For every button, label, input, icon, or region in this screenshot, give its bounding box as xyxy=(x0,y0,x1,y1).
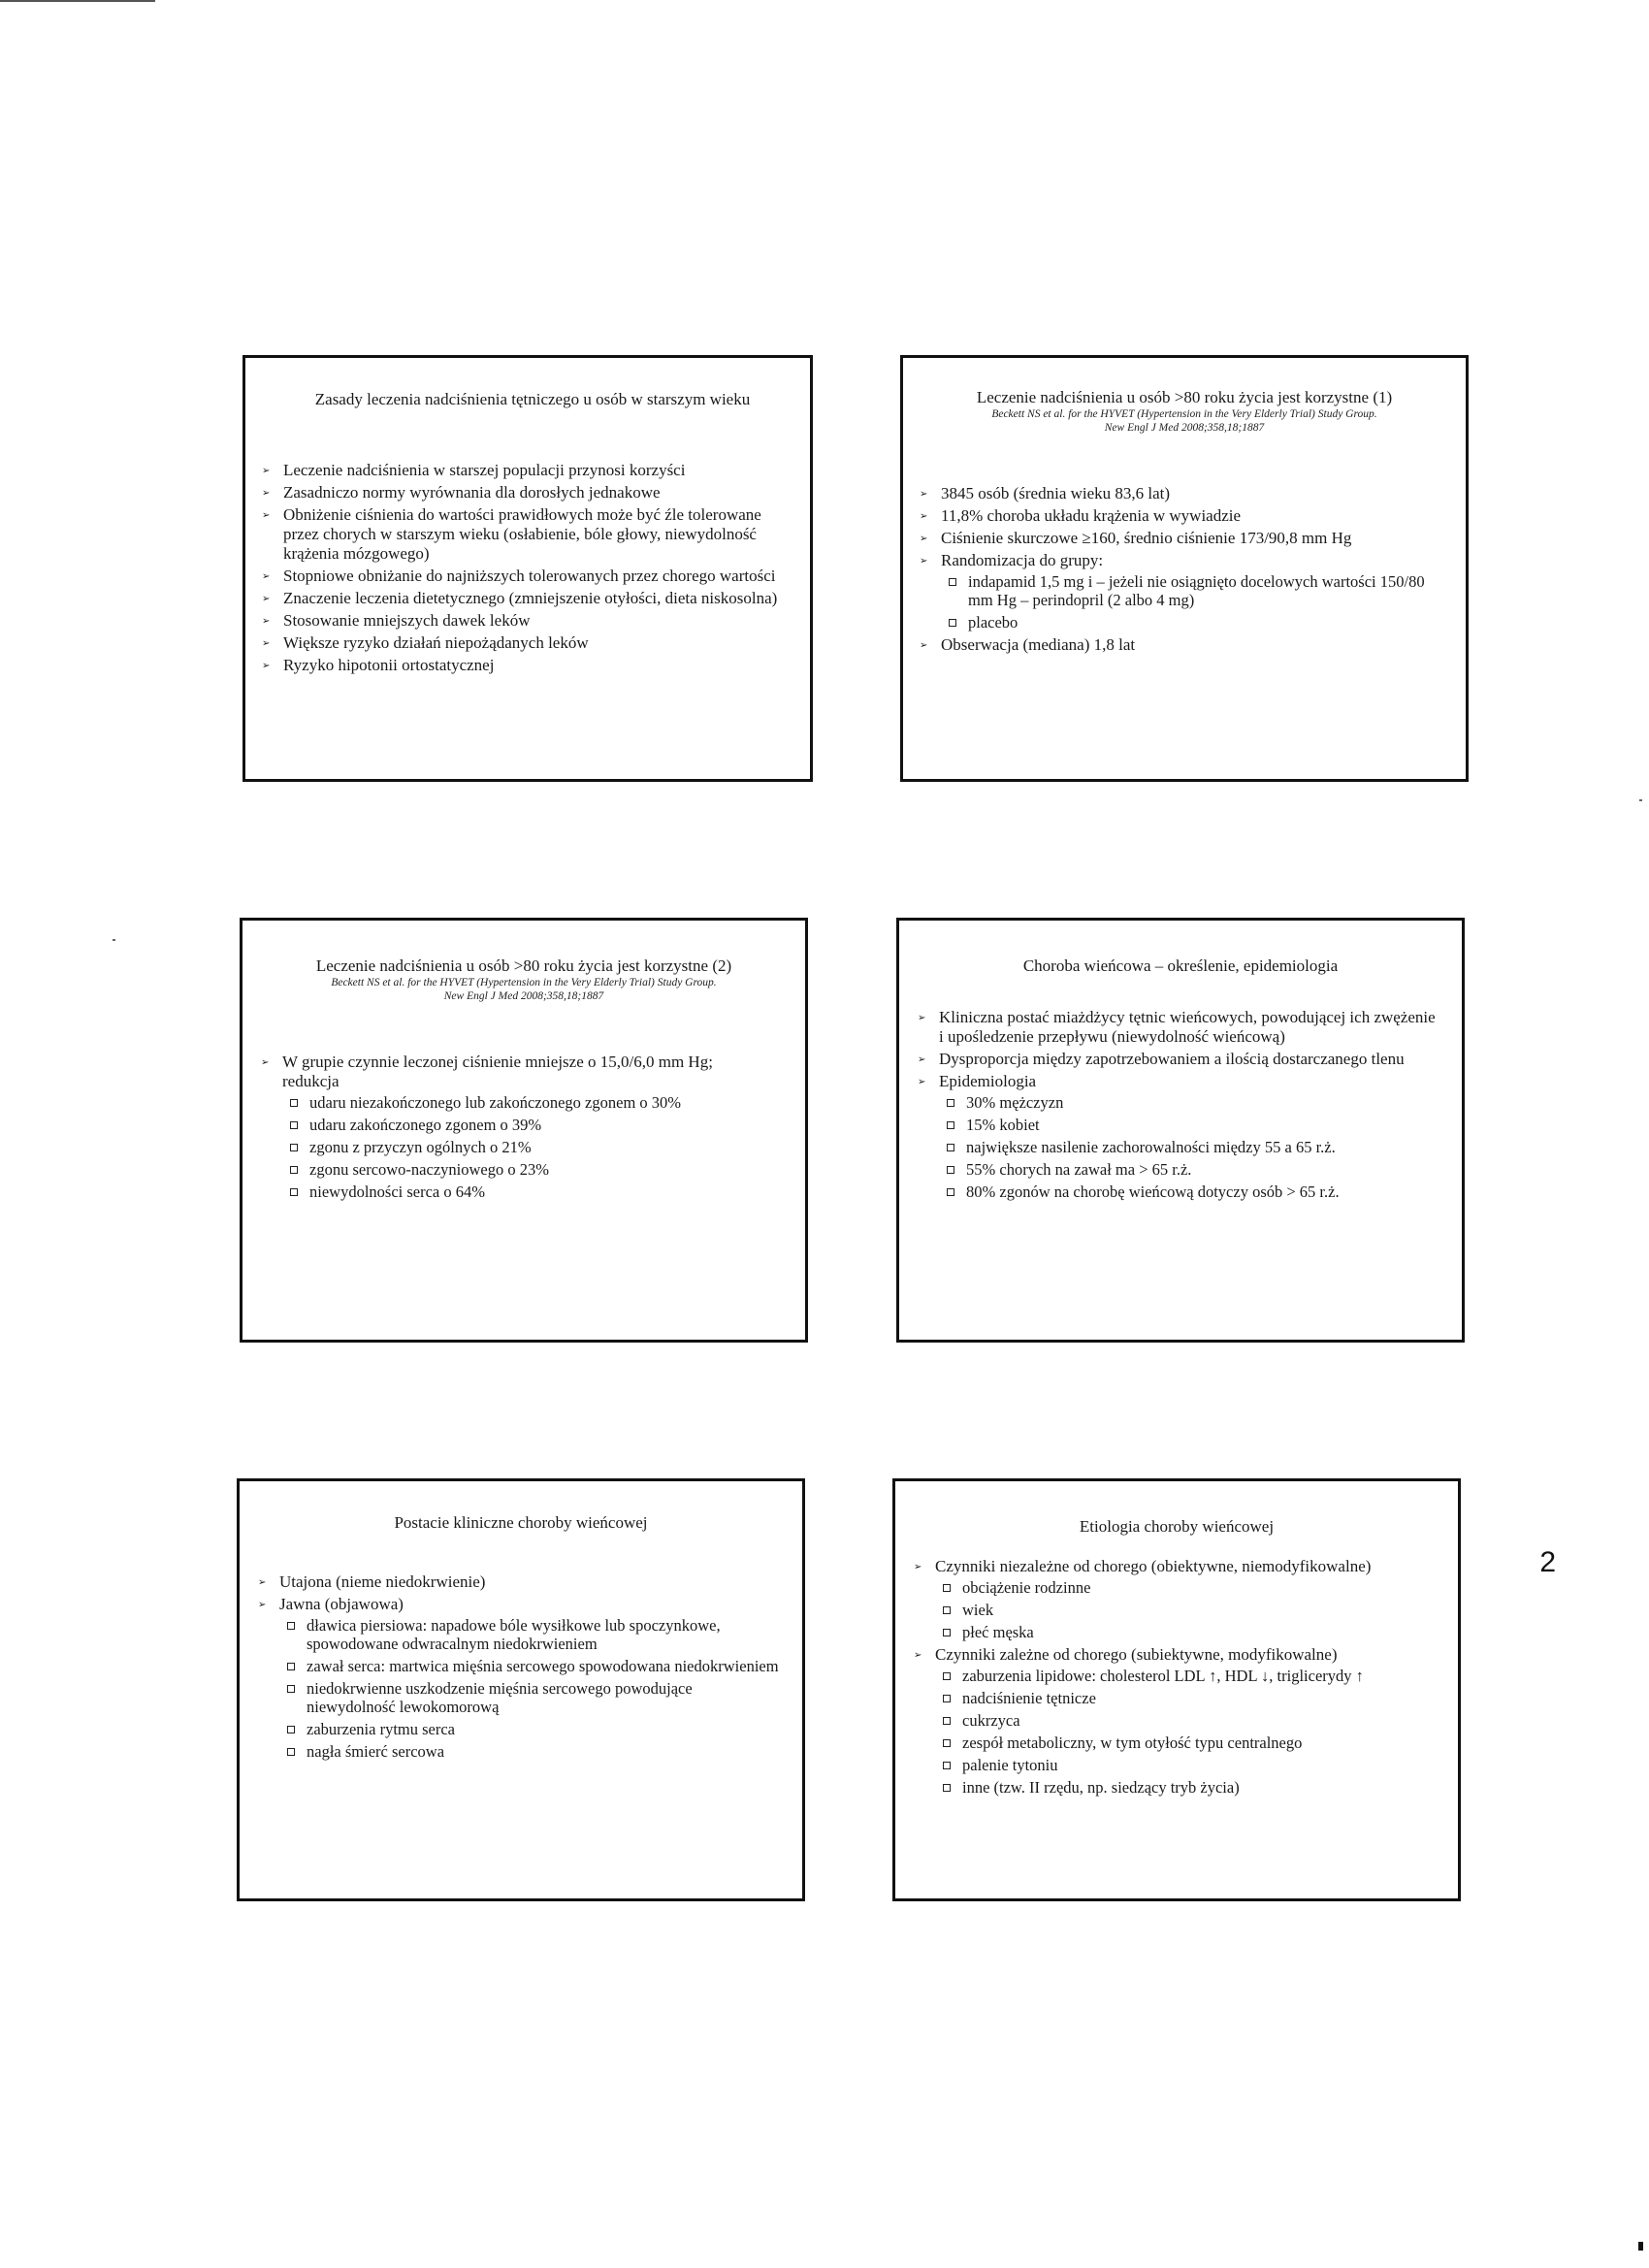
list-item: ➢ Kliniczna postać miażdżycy tętnic wieńcowych, powodującej ich zwężenie i upośledzenie przepływu (niewydolność wieńcową) xyxy=(909,1008,1437,1047)
sub-list-item: niewydolności serca o 64% xyxy=(282,1183,757,1201)
sub-list-item: wiek xyxy=(935,1601,1439,1619)
list-item: ➢ W grupie czynnie leczonej ciśnienie mniejsze o 15,0/6,0 mm Hg; redukcja udaru niezakończonego lub zakończonego zgonem o 30% udaru zakończonego zgonem o 39% zgonu z przyczyn ogólnych o 21% zgonu sercowo-naczyniowego o 23% niewydolności serca o 64% xyxy=(252,1053,757,1201)
sub-list-item: zawał serca: martwica mięśnia sercowego spowodowana niedokrwieniem xyxy=(279,1657,783,1675)
list-item: ➢ Czynniki zależne od chorego (subiektywne, modyfikowalne) zaburzenia lipidowe: cholesterol LDL ↑, HDL ↓, triglicerydy ↑ nadciśnienie tętnicze cukrzyca zespół metaboliczny, w tym otyłość typu centralnego palenie tytoniu inne (tzw. II rzędu, np. siedzący tryb życia) xyxy=(905,1645,1439,1797)
list-item: ➢ 11,8% choroba układu krążenia w wywiadzie xyxy=(911,506,1440,526)
sub-list-item: 30% mężczyzn xyxy=(939,1093,1437,1112)
scan-speck xyxy=(1639,799,1642,801)
sub-list-item: zaburzenia lipidowe: cholesterol LDL ↑, HDL ↓, triglicerydy ↑ xyxy=(935,1667,1439,1685)
sub-list xyxy=(939,1093,1437,1201)
sub-list-item: największe nasilenie zachorowalności między 55 a 65 r.ż. xyxy=(939,1138,1437,1156)
sub-list xyxy=(282,1093,757,1201)
list-item: ➢ Znaczenie leczenia dietetycznego (zmniejszenie otyłości, dieta niskosolna) xyxy=(253,589,789,608)
sub-list-item: indapamid 1,5 mg i – jeżeli nie osiągnięto docelowych wartości 150/80 mm Hg – perindopril (2 albo 4 mg) xyxy=(941,572,1440,609)
list-item: ➢ 3845 osób (średnia wieku 83,6 lat) xyxy=(911,484,1440,503)
sub-list-item: nagła śmierć sercowa xyxy=(279,1742,783,1761)
sub-list xyxy=(279,1616,783,1761)
sub-list-item: nadciśnienie tętnicze xyxy=(935,1689,1439,1707)
slide-bullet-list xyxy=(253,461,789,675)
list-item: ➢ Zasadniczo normy wyrównania dla dorosłych jednakowe xyxy=(253,483,789,502)
slide-reference: New Engl J Med 2008;358,18;1887 xyxy=(1104,422,1265,434)
sub-list-item: udaru niezakończonego lub zakończonego zgonem o 30% xyxy=(282,1093,757,1112)
sub-list-item: zespół metaboliczny, w tym otyłość typu centralnego xyxy=(935,1733,1439,1752)
list-item: ➢ Epidemiologia 30% mężczyzn 15% kobiet największe nasilenie zachorowalności między 55 a 65 r.ż. 55% chorych na zawał ma > 65 r.ż. 80% zgonów na chorobę wieńcową dotyczy osób > 65 r.ż. xyxy=(909,1072,1437,1201)
slide-1 xyxy=(242,355,813,782)
sub-list-item: placebo xyxy=(941,613,1440,632)
list-item: ➢ Ciśnienie skurczowe ≥160, średnio ciśnienie 173/90,8 mm Hg xyxy=(911,529,1440,548)
list-item: ➢ Obniżenie ciśnienia do wartości prawidłowych może być źle tolerowane przez chorych w starszym wieku (osłabienie, bóle głowy, niewydolność krążenia mózgowego) xyxy=(253,505,789,564)
list-item: ➢ Dysproporcja między zapotrzebowaniem a ilością dostarczanego tlenu xyxy=(909,1050,1437,1069)
slide-reference: New Engl J Med 2008;358,18;1887 xyxy=(443,990,604,1002)
slide-reference: Beckett NS et al. for the HYVET (Hypertension in the Very Elderly Trial) Study Group. xyxy=(991,408,1377,420)
sub-list-item: zaburzenia rytmu serca xyxy=(279,1720,783,1738)
slide-title: Postacie kliniczne choroby wieńcowej xyxy=(394,1513,648,1532)
slide-bullet-list xyxy=(905,1557,1439,1797)
sub-list-item: 15% kobiet xyxy=(939,1116,1437,1134)
sub-list-item: 80% zgonów na chorobę wieńcową dotyczy osób > 65 r.ż. xyxy=(939,1183,1437,1201)
list-item: ➢ Ryzyko hipotonii ortostatycznej xyxy=(253,656,789,675)
slide-title: Leczenie nadciśnienia u osób >80 roku życia jest korzystne (2) xyxy=(315,956,732,975)
sub-list-item: cukrzyca xyxy=(935,1711,1439,1730)
slide-4 xyxy=(896,918,1465,1343)
slide-title: Choroba wieńcowa – określenie, epidemiologia xyxy=(1022,956,1339,975)
list-item: ➢ Większe ryzyko działań niepożądanych leków xyxy=(253,633,789,653)
slide-bullet-list xyxy=(911,484,1440,655)
slide-5 xyxy=(237,1478,805,1901)
sub-list-item: udaru zakończonego zgonem o 39% xyxy=(282,1116,757,1134)
sub-list xyxy=(935,1667,1439,1797)
sub-list xyxy=(941,572,1440,632)
sub-list-item: zgonu sercowo-naczyniowego o 23% xyxy=(282,1160,757,1179)
sub-list-item: dławica piersiowa: napadowe bóle wysiłkowe lub spoczynkowe, spowodowane odwracalnym niedokrwieniem xyxy=(279,1616,783,1653)
sub-list-item: płeć męska xyxy=(935,1623,1439,1641)
slide-2 xyxy=(900,355,1469,782)
sub-list-item: niedokrwienne uszkodzenie mięśnia sercowego powodujące niewydolność lewokomorową xyxy=(279,1679,783,1716)
scan-speck xyxy=(113,939,115,941)
list-item: ➢ Czynniki niezależne od chorego (obiektywne, niemodyfikowalne) obciążenie rodzinne wiek płeć męska xyxy=(905,1557,1439,1641)
list-item: ➢ Randomizacja do grupy: indapamid 1,5 mg i – jeżeli nie osiągnięto docelowych wartości 150/80 mm Hg – perindopril (2 albo 4 mg) placebo xyxy=(911,551,1440,632)
sub-list-item: obciążenie rodzinne xyxy=(935,1578,1439,1597)
slide-6 xyxy=(892,1478,1461,1901)
sub-list-item: zgonu z przyczyn ogólnych o 21% xyxy=(282,1138,757,1156)
page-number: 2 xyxy=(1539,1546,1556,1578)
list-item: ➢ Stosowanie mniejszych dawek leków xyxy=(253,611,789,631)
sub-list-item: inne (tzw. II rzędu, np. siedzący tryb życia) xyxy=(935,1778,1439,1797)
scan-edge-line xyxy=(0,0,155,2)
slide-title: Leczenie nadciśnienia u osób >80 roku życia jest korzystne (1) xyxy=(976,388,1393,406)
slide-bullet-list xyxy=(249,1572,783,1761)
slide-title: Etiologia choroby wieńcowej xyxy=(1079,1517,1275,1536)
slide-reference: Beckett NS et al. for the HYVET (Hypertension in the Very Elderly Trial) Study Group. xyxy=(331,977,717,988)
scan-edge-mark xyxy=(1638,2242,1643,2251)
slide-title: Zasady leczenia nadciśnienia tętniczego u osób w starszym wieku xyxy=(314,390,751,408)
list-item: ➢ Obserwacja (mediana) 1,8 lat xyxy=(911,635,1440,655)
slide-bullet-list xyxy=(909,1008,1437,1201)
sub-list-item: palenie tytoniu xyxy=(935,1756,1439,1774)
slide-3 xyxy=(240,918,808,1343)
list-item: ➢ Jawna (objawowa) dławica piersiowa: napadowe bóle wysiłkowe lub spoczynkowe, spowodowane odwracalnym niedokrwieniem zawał serca: martwica mięśnia sercowego spowodowana niedokrwieniem niedokrwienne uszkodzenie mięśnia sercowego powodujące niewydolność lewokomorową zaburzenia rytmu serca nagła śmierć sercowa xyxy=(249,1595,783,1761)
sub-list-item: 55% chorych na zawał ma > 65 r.ż. xyxy=(939,1160,1437,1179)
slide-bullet-list xyxy=(252,1053,757,1201)
sub-list xyxy=(935,1578,1439,1641)
list-item: ➢ Utajona (nieme niedokrwienie) xyxy=(249,1572,783,1592)
list-item: ➢ Leczenie nadciśnienia w starszej populacji przynosi korzyści xyxy=(253,461,789,480)
list-item: ➢ Stopniowe obniżanie do najniższych tolerowanych przez chorego wartości xyxy=(253,567,789,586)
